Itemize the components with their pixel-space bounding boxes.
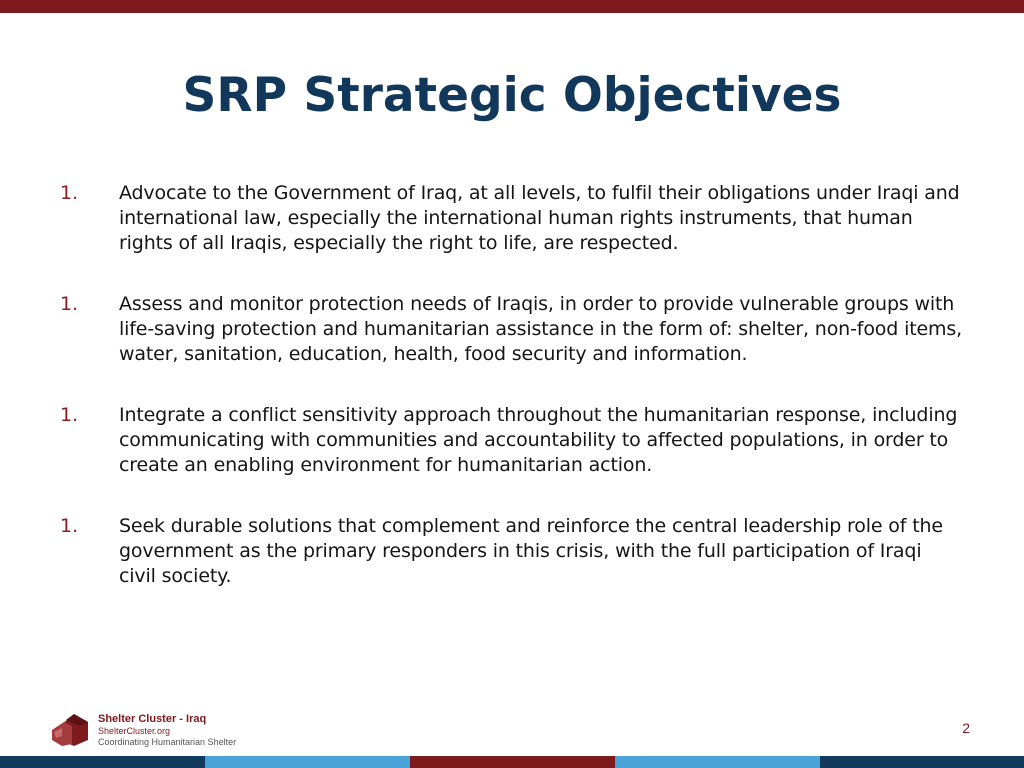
objective-item [60,292,980,367]
objective-text: Advocate to the Government of Iraq, at all levels, to fulfil their obligations under Iraqi and international law, especially the international human rights instruments, that human rights of all Iraqis, especially the right to life, are respected. [119,182,960,254]
top-accent-bar [0,0,1024,13]
objective-text: Seek durable solutions that complement and reinforce the central leadership role of the government as the primary responders in this crisis, with the full participation of Iraqi civil society. [119,515,943,587]
bottom-bar-segment-blue [615,756,820,768]
bottom-bar-segment-navy [0,756,205,768]
org-url: ShelterCluster.org [98,726,171,736]
objective-number: 1. [60,404,79,426]
objective-number: 1. [60,515,79,537]
objective-item [60,403,980,478]
slide-title: SRP Strategic Objectives [182,68,842,123]
org-name: Shelter Cluster - Iraq [98,713,207,725]
objective-text: Integrate a conflict sensitivity approach throughout the humanitarian response, including communicating with communities and accountability to affected populations, in order to create an enabling environment for humanitarian action. [119,404,958,476]
shelter-cluster-hands-icon [50,710,94,748]
objective-number: 1. [60,182,79,204]
bottom-accent-bar [0,756,1024,768]
objectives-list [60,181,980,625]
org-tagline: Coordinating Humanitarian Shelter [98,737,237,747]
page-number: 2 [962,720,970,736]
bottom-bar-segment-navy [820,756,1024,768]
footer-logo [50,710,250,750]
bottom-bar-segment-red [410,756,615,768]
objective-text: Assess and monitor protection needs of Iraqis, in order to provide vulnerable groups with life-saving protection and humanitarian assistance in the form of: shelter, non-food items, water, sanitation, education, health, food security and information. [119,293,963,365]
objective-item [60,514,980,589]
objective-item [60,181,980,256]
bottom-bar-segment-blue [205,756,410,768]
objective-number: 1. [60,293,79,315]
